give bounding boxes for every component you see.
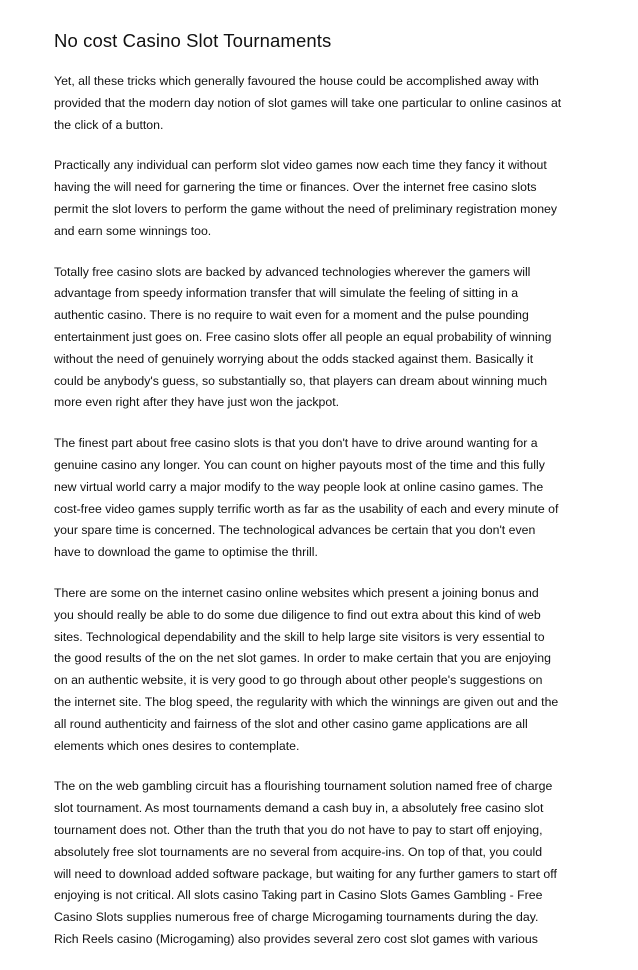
text-line: the internet site. The blog speed, the regularity with which the winnings are given out and the (54, 694, 559, 709)
text-line: absolutely free slot tournaments are no several from acquire-ins. On top of that, you could (54, 844, 543, 859)
text-line: you should really be able to do some due diligence to find out extra about this kind of web (54, 607, 541, 622)
document-page (54, 28, 592, 970)
paragraph-4 (54, 433, 592, 564)
text-line: tournament does not. Other than the truth that you do not have to pay to start off enjoying, (54, 822, 543, 837)
document-title: No cost Casino Slot Tournaments (54, 30, 332, 51)
text-line: Yet, all these tricks which generally favoured the house could be accomplished away with (54, 74, 539, 88)
text-line: entertainment just goes on. Free casino slots offer all people an equal probability of winning (54, 329, 552, 344)
text-line: The finest part about free casino slots is that you don't have to drive around wanting for a (54, 436, 538, 451)
text-line: the good results of the on the net slot games. In order to make certain that you are enjoying (54, 651, 551, 666)
paragraph-5 (54, 583, 592, 757)
text-line: elements which ones desires to contemplate. (54, 738, 300, 753)
text-line: sites. Technological dependability and the skill to help large site visitors is very essential to (54, 629, 545, 644)
text-line: having the will need for garnering the time or finances. Over the internet free casino slots (54, 180, 537, 195)
text-line: enjoying is not critical. All slots casino Taking part in Casino Slots Games Gambling - Free (54, 888, 543, 903)
paragraph-3 (54, 262, 592, 415)
text-line: cost-free video games supply terrific worth as far as the usability of each and every minute of (54, 501, 559, 516)
text-line: new virtual world carry a major modify to the way people look at online casino games. The (54, 479, 544, 494)
text-line: all round authenticity and fairness of the slot and other casino game applications are all (54, 716, 528, 731)
text-line: advantage from speedy information transfer that will simulate the feeling of sitting in a (54, 286, 519, 301)
text-line: the click of a button. (54, 117, 164, 132)
text-line: provided that the modern day notion of slot games will take one particular to online casinos at (54, 95, 562, 110)
paragraph-2 (54, 155, 592, 242)
paragraph-1 (54, 71, 592, 136)
text-line: authentic casino. There is no require to wait even for a moment and the pulse pounding (54, 308, 529, 323)
paragraph-6 (54, 776, 592, 950)
text-line: permit the slot lovers to perform the game without the need of preliminary registration money (54, 201, 558, 216)
text-line: Rich Reels casino (Microgaming) also provides several zero cost slot games with various (54, 931, 538, 946)
text-line: your spare time is concerned. The technological advances be certain that you don't even (54, 523, 536, 538)
text-line: The on the web gambling circuit has a flourishing tournament solution named free of charge (54, 779, 553, 794)
text-line: Totally free casino slots are backed by advanced technologies wherever the gamers will (54, 264, 531, 279)
text-line: Practically any individual can perform slot video games now each time they fancy it without (54, 158, 547, 173)
text-line: and earn some winnings too. (54, 223, 212, 238)
text-line: could be anybody's guess, so substantially so, that players can dream about winning much (54, 373, 548, 388)
text-line: Casino Slots supplies numerous free of charge Microgaming tournaments during the day. (54, 910, 539, 925)
text-line: without the need of genuinely worrying about the odds stacked against them. Basically it (54, 351, 534, 366)
text-line: slot tournament. As most tournaments demand a cash buy in, a absolutely free casino slot (54, 801, 544, 816)
text-line: genuine casino any longer. You can count on higher payouts most of the time and this fully (54, 457, 545, 472)
text-line: more even right after they have just won the jackpot. (54, 395, 340, 410)
text-line: have to download the game to optimise the thrill. (54, 545, 318, 560)
text-line: on an authentic website, it is very good to go through about other people's suggestions on (54, 673, 543, 688)
text-line: will need to download added software package, but waiting for any further gamers to start off (54, 866, 557, 881)
text-line: There are some on the internet casino online websites which present a joining bonus and (54, 585, 539, 600)
